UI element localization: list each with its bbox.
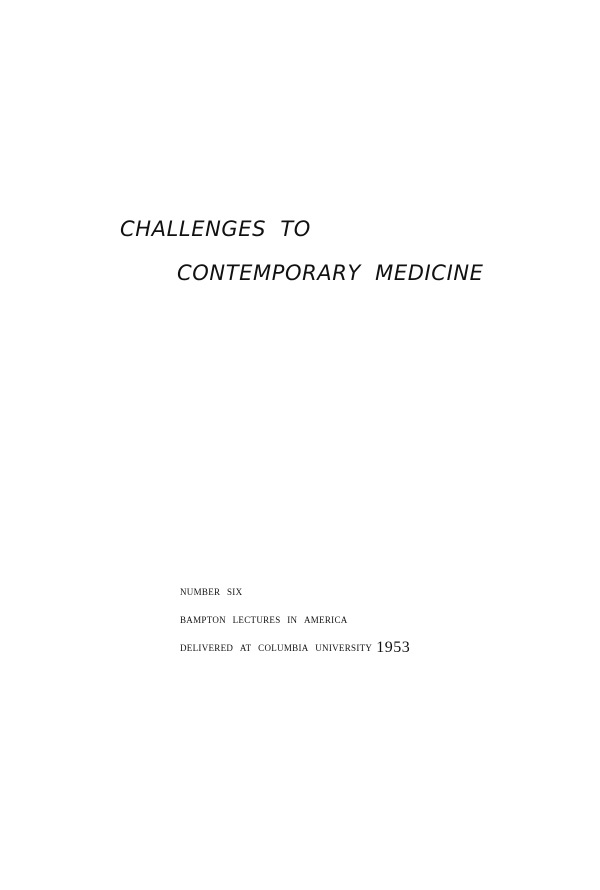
delivery-year: 1953: [376, 639, 411, 656]
book-title-line-2: CONTEMPORARY MEDICINE: [177, 261, 484, 285]
lecture-series-text: bampton lectures in america: [180, 611, 348, 626]
delivery-info: [180, 640, 410, 668]
delivery-text: delivered at columbia university: [180, 639, 373, 654]
series-number: [180, 584, 410, 612]
series-info: [180, 584, 410, 668]
book-title-line-1: CHALLENGES TO: [120, 217, 311, 241]
lecture-series-name: [180, 612, 410, 640]
series-number-text: number six: [180, 583, 243, 598]
